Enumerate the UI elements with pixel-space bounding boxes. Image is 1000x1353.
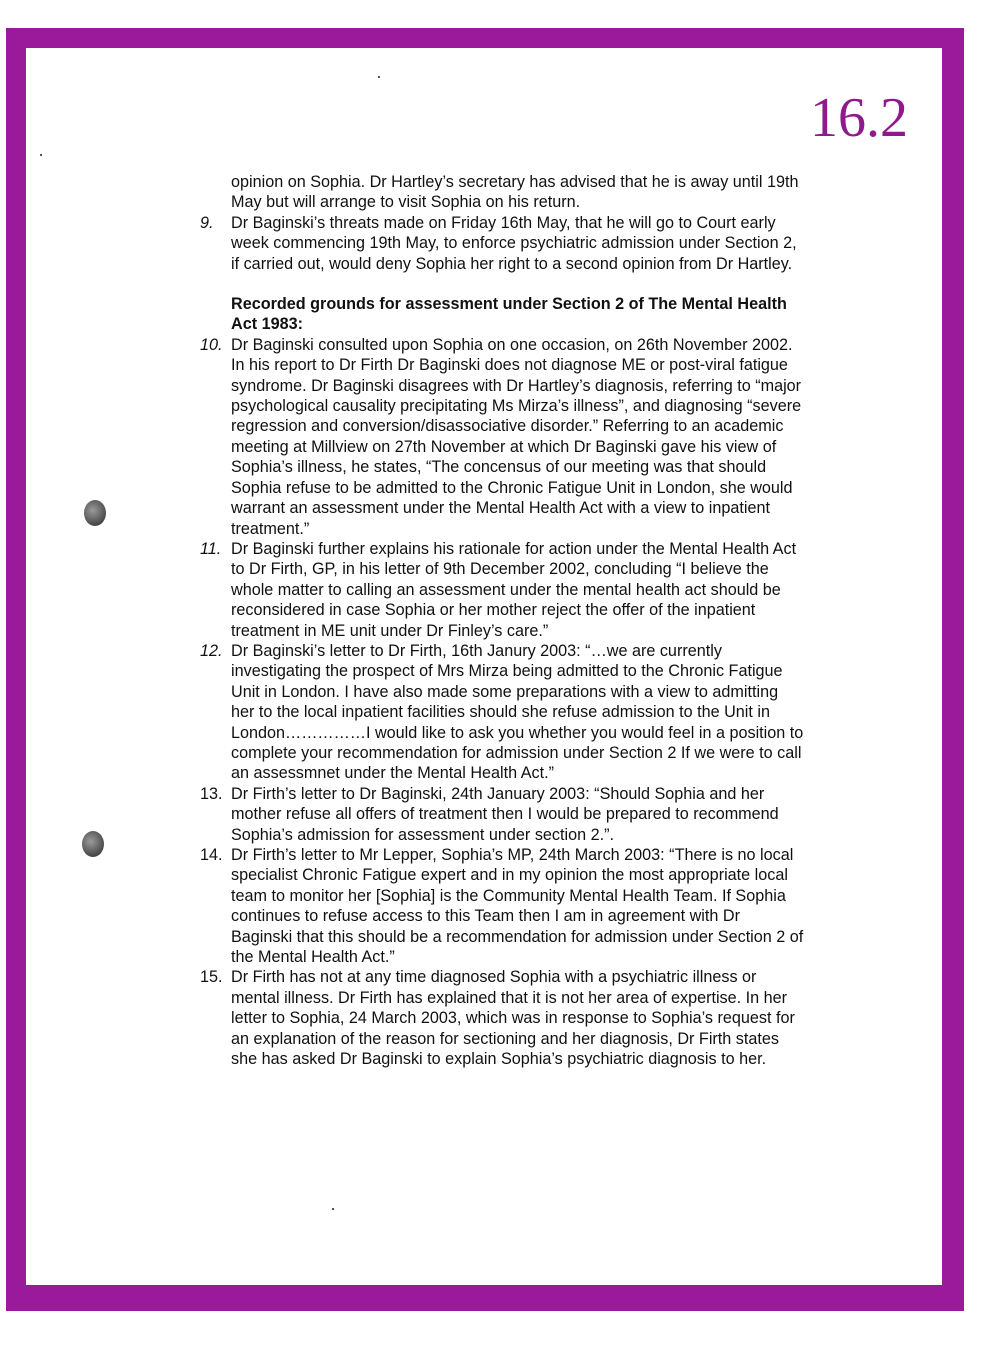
continued-paragraph: opinion on Sophia. Dr Hartley’s secretary has advised that he is away until 19th May but will arrange to visit Sophia on his return.: [231, 173, 799, 212]
list-item: [200, 213, 804, 274]
item-text: Dr Baginski further explains his rationale for action under the Mental Health Act to Dr Firth, GP, in his letter of 9th December 2002, concluding “I believe the whole matter to calling an assessment under the mental health act should be reconsidered in case Sophia or her mother reject the offer of the inpatient treatment in ME unit under Dr Finley’s care.”: [231, 539, 797, 640]
punch-hole-icon: [84, 500, 106, 526]
item-text: Dr Firth’s letter to Mr Lepper, Sophia’s MP, 24th March 2003: “There is no local specialist Chronic Fatigue expert and in my opinion the most appropriate local team to monitor her [Sophia] is the Community Mental Health Team. If Sophia continues to refuse access to this Team then I am in agreement with Dr Baginski that this should be a recommendation for admission under Section 2 of the Mental Health Act.”: [231, 846, 804, 967]
scan-speck: [332, 1208, 334, 1210]
list-item: [200, 641, 804, 784]
item-text: Dr Firth has not at any time diagnosed Sophia with a psychiatric illness or mental illness. Dr Firth has explained that it is not her area of expertise. In her letter to Sophia, 24 March 2003, which was in response to Sophia’s request for an explanation of the reason for sectioning and her diagnosis, Dr Firth states she has asked Dr Baginski to explain Sophia’s psychiatric diagnosis to her.: [231, 968, 795, 1069]
document-page: [26, 48, 942, 1285]
document-body: [200, 172, 804, 1069]
item-number: 11.: [200, 539, 222, 558]
item-number: 13.: [200, 784, 223, 803]
scan-speck: [40, 154, 42, 156]
item-number: 10.: [200, 335, 223, 354]
item-number: 9.: [200, 213, 214, 232]
item-text: Dr Baginski’s threats made on Friday 16th May, that he will go to Court early week commencing 19th May, to enforce psychiatric admission under Section 2, if carried out, would deny Sophia her right to a second opinion from Dr Hartley.: [231, 213, 797, 273]
item-number: 12.: [200, 641, 223, 660]
list-item: [200, 335, 804, 539]
list-item: [200, 967, 804, 1069]
item-text: Dr Baginski consulted upon Sophia on one occasion, on 26th November 2002. In his report to Dr Firth Dr Baginski does not diagnose ME or post-viral fatigue syndrome. Dr Baginski disagrees with Dr Hartley’s diagnosis, referring to “major psychological causality precipitating Ms Mirza’s illness”, and diagnosing “severe regression and conversion/disassociative disorder.” Referring to an academic meeting at Millview on 27th November at which Dr Baginski gave his view of Sophia’s illness, he states, “The concensus of our meeting was that should Sophia refuse to be admitted to the Chronic Fatigue Unit in London, she would warrant an assessment under the Mental Health Act with a view to inpatient treatment.”: [231, 335, 802, 538]
item-text: Dr Baginski’s letter to Dr Firth, 16th Janury 2003: “…we are currently investigating the prospect of Mrs Mirza being admitted to the Chronic Fatigue Unit in London. I have also made some preparations with a view to admitting her to the local inpatient facilities should she refuse admission to the Unit in London……………I would like to ask you whether you would feel in a position to complete your recommendation for admission under Section 2 If we were to call an assessmnet under the Mental Health Act.”: [231, 641, 804, 783]
item-number: 14.: [200, 846, 223, 864]
item-text: Dr Firth’s letter to Dr Baginski, 24th January 2003: “Should Sophia and her mother refuse all offers of treatment then I would be prepared to recommend Sophia’s admission for assessment under section 2.”.: [231, 784, 779, 844]
list-item: [200, 539, 804, 641]
punch-hole-icon: [82, 831, 104, 857]
item-number: 15.: [200, 968, 223, 987]
scan-speck: [378, 76, 380, 78]
page-number: 16.2: [810, 87, 908, 149]
section-heading: Recorded grounds for assessment under Section 2 of The Mental Health Act 1983:: [231, 295, 787, 334]
list-item: [200, 784, 804, 845]
list-item: [200, 845, 804, 967]
